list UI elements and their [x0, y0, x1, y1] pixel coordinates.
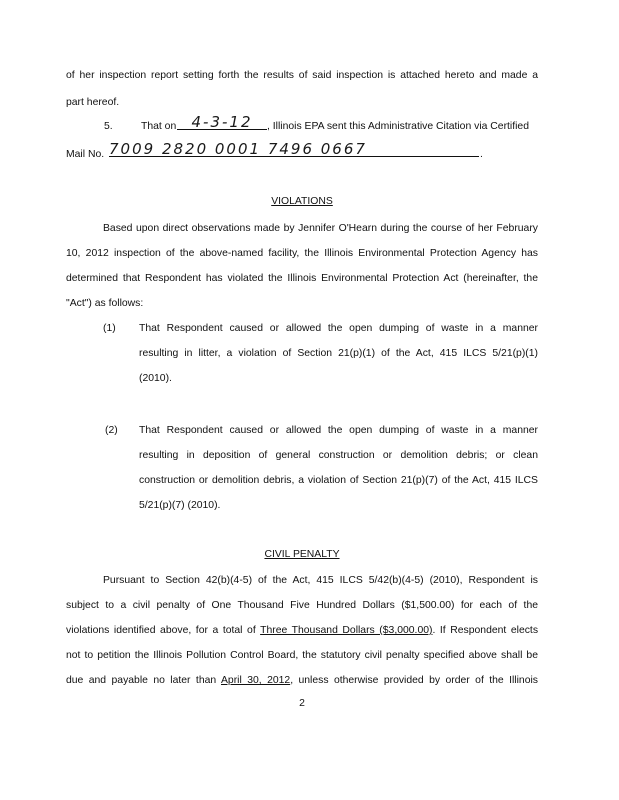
mail-line-period: . [480, 149, 483, 160]
violation-2-line-1: That Respondent caused or allowed the open dumping of waste in a manner [139, 425, 538, 436]
violations-heading-text: VIOLATIONS [271, 196, 333, 207]
violation-2-line-2: resulting in deposition of general construction or demolition debris; or clean [139, 450, 538, 461]
penalty-total: Three Thousand Dollars ($3,000.00) [260, 625, 433, 636]
handwritten-date: 4-3-12 [177, 116, 267, 130]
mail-label: Mail No. [66, 149, 105, 160]
violation-1-number: (1) [103, 323, 116, 334]
violations-intro-line-1: Based upon direct observations made by Jennifer O'Hearn during the course of her February [103, 223, 538, 234]
handwritten-mail-number: 7009 2820 0001 7496 0667 [109, 143, 479, 157]
violation-1-line-1: That Respondent caused or allowed the open dumping of waste in a manner [139, 323, 538, 334]
violations-intro-line-2: 10, 2012 inspection of the above-named facility, the Illinois Environmental Protection Agency has [66, 248, 538, 259]
civil-penalty-line-5 [66, 674, 538, 688]
civil-penalty-heading-text: CIVIL PENALTY [264, 549, 340, 560]
violation-2-line-3: construction or demolition debris, a violation of Section 21(p)(7) of the Act, 415 ILCS [139, 475, 538, 486]
page-number: 2 [299, 698, 305, 709]
item-5-text-before-date: That on [141, 121, 177, 132]
item-5-text-after-date: , Illinois EPA sent this Administrative Citation via Certified [267, 121, 529, 132]
civil-penalty-line-3 [66, 624, 538, 638]
civil-penalty-line-5-after: , unless otherwise provided by order of the Illinois [290, 675, 538, 686]
civil-penalty-heading [66, 548, 538, 562]
violation-1-line-2: resulting in litter, a violation of Section 21(p)(1) of the Act, 415 ILCS 5/21(p)(1) [139, 348, 538, 359]
civil-penalty-line-1: Pursuant to Section 42(b)(4-5) of the Act, 415 ILCS 5/42(b)(4-5) (2010), Respondent is [103, 575, 538, 586]
violation-2-line-4: 5/21(p)(7) (2010). [139, 500, 221, 511]
civil-penalty-line-2: subject to a civil penalty of One Thousand Five Hundred Dollars ($1,500.00) for each of the [66, 600, 538, 611]
intro-paragraph-line-1: of her inspection report setting forth the results of said inspection is attached hereto and made a [66, 70, 538, 81]
violation-2-number: (2) [105, 425, 118, 436]
violations-intro-line-3: determined that Respondent has violated the Illinois Environmental Protection Act (hereinafter, the [66, 273, 538, 284]
civil-penalty-line-3-before: violations identified above, for a total of [66, 625, 256, 636]
violations-intro-line-4: "Act") as follows: [66, 298, 144, 309]
violation-1-line-3: (2010). [139, 373, 172, 384]
civil-penalty-line-4: not to petition the Illinois Pollution Control Board, the statutory civil penalty specified above shall be [66, 650, 538, 661]
civil-penalty-line-5-before: due and payable no later than [66, 675, 217, 686]
intro-paragraph-line-2: part hereof. [66, 97, 120, 108]
civil-penalty-line-3-after: . If Respondent elects [432, 625, 539, 636]
violations-heading [66, 195, 538, 209]
item-5-number: 5. [104, 121, 113, 132]
payment-due-date: April 30, 2012 [221, 675, 291, 686]
